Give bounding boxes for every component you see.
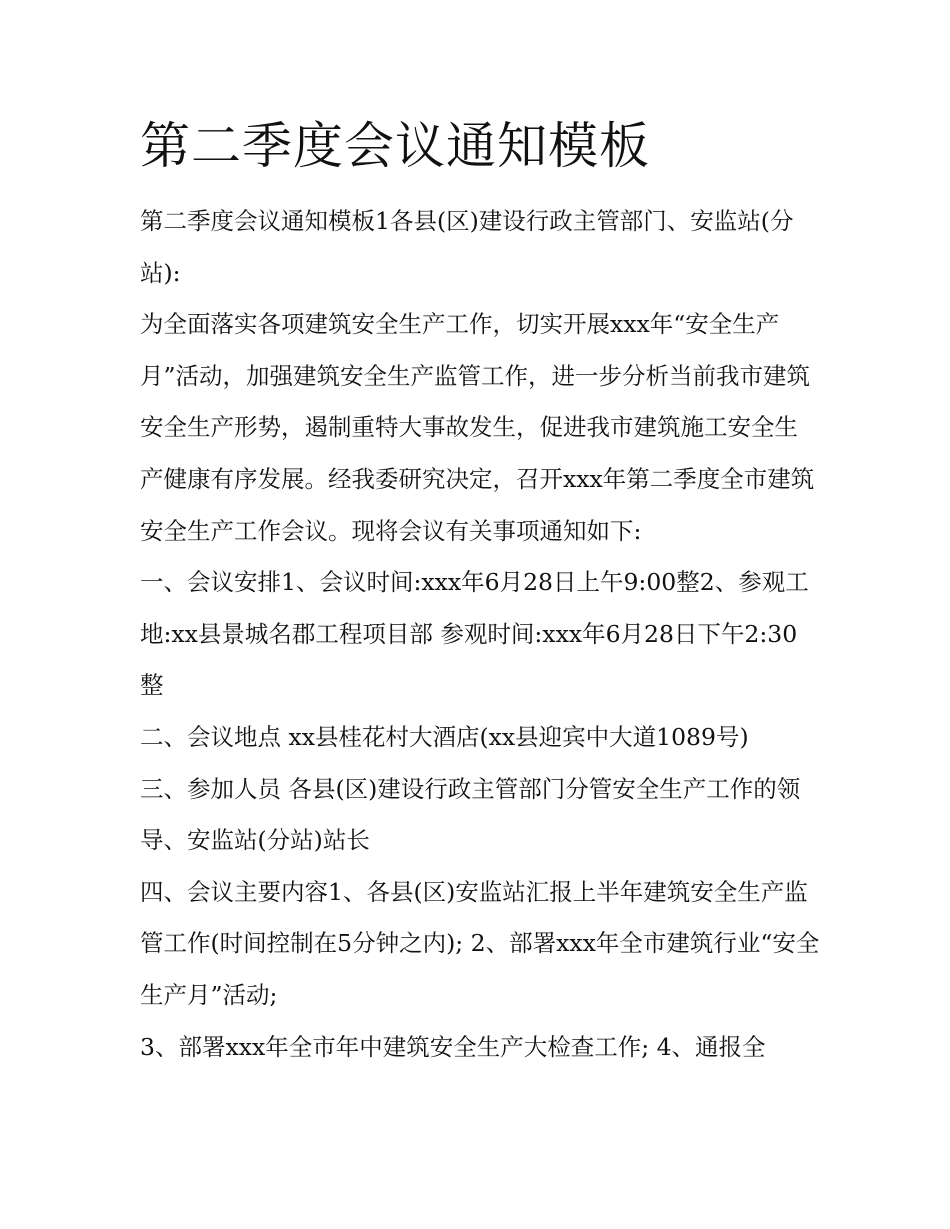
document-body [140, 196, 820, 1073]
paragraph-schedule: 一、会议安排1、会议时间:xxx年6月28日上午9:00整2、参观工地:xx县景城名郡工程项目部 参观时间:xxx年6月28日下午2:30整 [140, 568, 809, 700]
paragraph-content-continued: 3、部署xxx年全市年中建筑安全生产大检查工作; 4、通报全 [140, 1032, 766, 1061]
paragraph-content: 四、会议主要内容1、各县(区)安监站汇报上半年建筑安全生产监管工作(时间控制在5分钟之内); 2、部署xxx年全市建筑行业“安全生产月”活动; [140, 877, 820, 1009]
document-title: 第二季度会议通知模板 [140, 117, 650, 175]
paragraph-purpose: 为全面落实各项建筑安全生产工作，切实开展xxx年“安全生产月”活动，加强建筑安全生产监管工作，进一步分析当前我市建筑安全生产形势，遏制重特大事故发生，促进我市建筑施工安全生产健康有序发展。经我委研究决定，召开xxx年第二季度全市建筑安全生产工作会议。现将会议有关事项通知如下: [140, 310, 815, 545]
paragraph-location: 二、会议地点 xx县桂花村大酒店(xx县迎宾中大道1089号) [140, 722, 749, 751]
paragraph-attendees: 三、参加人员 各县(区)建设行政主管部门分管安全生产工作的领导、安监站(分站)站长 [140, 774, 801, 855]
paragraph-intro: 第二季度会议通知模板1各县(区)建设行政主管部门、安监站(分站): [140, 207, 794, 287]
